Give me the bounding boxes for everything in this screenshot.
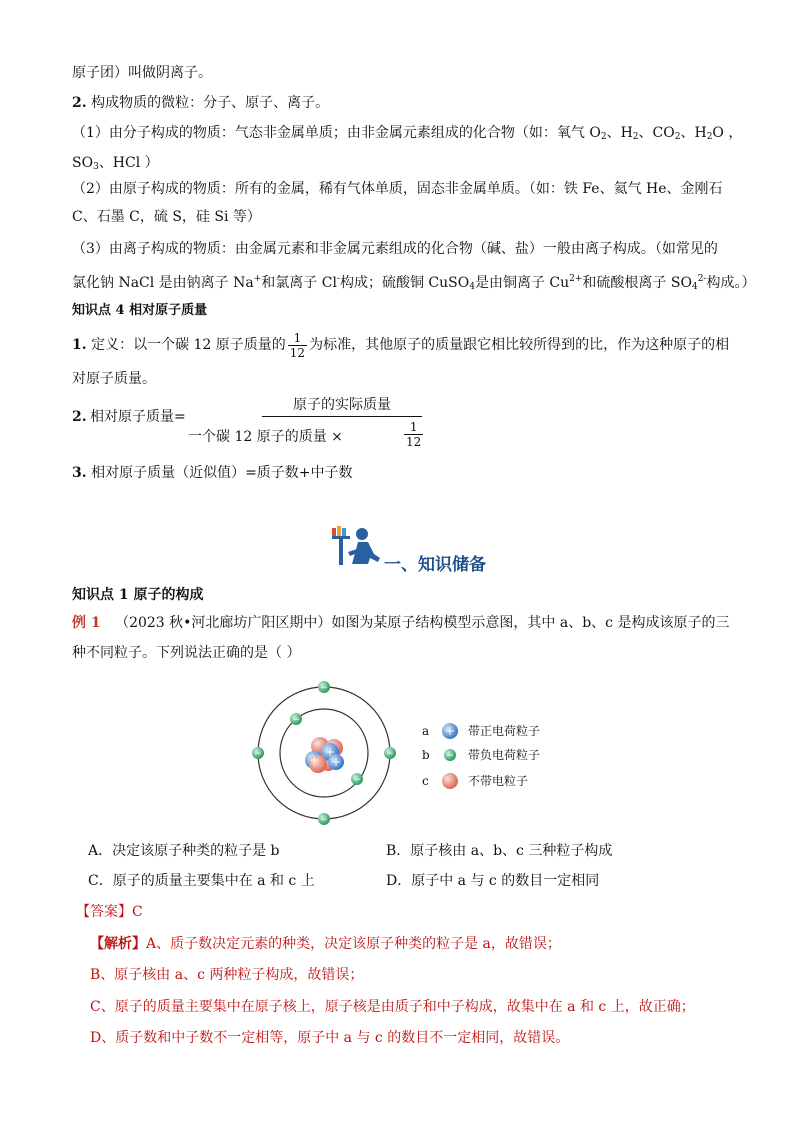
svg-text:+: + xyxy=(308,753,320,767)
superscript: - xyxy=(336,274,340,284)
section-title: 一、知识储备 xyxy=(384,555,486,575)
text-line xyxy=(72,178,732,200)
subscript: 2 xyxy=(706,132,713,142)
text-line xyxy=(72,268,756,298)
reading-person-icon xyxy=(330,524,382,566)
text: 是由铜离子 Cu xyxy=(474,275,570,291)
question-line xyxy=(72,612,732,634)
legend-letter-a: a xyxy=(422,724,430,738)
text: 构成物质的微粒：分子、原子、离子。 xyxy=(91,95,330,111)
analysis-text: A、质子数决定元素的种类，决定该原子种类的粒子是 a，故错误； xyxy=(146,936,561,952)
text-line xyxy=(72,122,743,148)
text: 相对原子质量= xyxy=(90,409,186,425)
superscript: + xyxy=(253,274,262,284)
example-tag: 例 1 xyxy=(72,615,101,631)
item-number: 2. xyxy=(72,95,87,111)
denominator: 12 xyxy=(289,345,306,360)
text: 构成。） xyxy=(706,275,756,291)
text-line xyxy=(72,62,732,84)
analysis-text: B、原子核由 a、c 两种粒子构成，故错误； xyxy=(90,967,364,983)
text: 定义：以一个碳 12 原子质量的 xyxy=(91,337,286,353)
text: 知识点 4 相对原子质量 xyxy=(72,303,208,318)
text: （2）由原子构成的物质：所有的金属，稀有气体单质，固态非金属单质。（如：铁 Fe、氦气 He、金刚石 xyxy=(72,181,723,197)
item-number: 2. xyxy=(72,409,87,425)
text-line xyxy=(72,152,732,178)
text: 、H xyxy=(606,125,633,141)
answer-text: 【答案】C xyxy=(76,904,143,920)
legend-letter-b: b xyxy=(422,748,430,762)
electron xyxy=(318,681,330,693)
legend-letter-c: c xyxy=(422,774,429,788)
text: 、HCl ） xyxy=(98,155,159,171)
superscript: 2- xyxy=(697,274,707,284)
text: 氯化钠 NaCl 是由钠离子 Na xyxy=(72,275,254,291)
option-d[interactable]: D．原子中 a 与 c 的数目一定相同 xyxy=(386,873,600,889)
formula-line xyxy=(72,397,732,452)
electron xyxy=(384,747,396,759)
text: 相对原子质量（近似值）=质子数+中子数 xyxy=(91,465,353,481)
text: O ， xyxy=(712,125,743,141)
neutron-swatch xyxy=(442,773,458,789)
text: （3）由离子构成的物质：由金属元素和非金属元素组成的化合物（碱、盐）一般由离子构成。（如常见的 xyxy=(72,241,718,257)
legend-label-a: 带正电荷粒子 xyxy=(468,724,541,738)
text-line xyxy=(72,238,732,260)
analysis-line xyxy=(90,964,750,986)
superscript: 2+ xyxy=(569,274,583,284)
electron xyxy=(252,747,264,759)
subscript: 2 xyxy=(632,132,639,142)
knowledge-heading xyxy=(72,584,732,606)
item-number: 3. xyxy=(72,465,87,481)
text: 知识点 1 原子的构成 xyxy=(72,587,204,603)
fraction xyxy=(404,420,423,449)
svg-text:+: + xyxy=(324,745,336,759)
analysis-text: D、质子数和中子数不一定相等，原子中 a 与 c 的数目不一定相同，故错误。 xyxy=(90,1030,570,1046)
text-line xyxy=(72,368,732,390)
option-b[interactable]: B．原子核由 a、b、c 三种粒子构成 xyxy=(386,843,613,859)
electron xyxy=(290,713,302,725)
text: 为标准，其他原子的质量跟它相比较所得到的比，作为这种原子的相 xyxy=(309,337,730,353)
formula-denominator: 一个碳 12 原子的质量 × xyxy=(188,429,343,445)
text-line xyxy=(72,206,732,228)
item-number: 1. xyxy=(72,337,87,353)
text: 构成；硫酸铜 CuSO xyxy=(339,275,470,291)
text-line xyxy=(72,92,732,114)
option-c[interactable]: C．原子的质量主要集中在 a 和 c 上 xyxy=(88,873,315,889)
svg-text:−: − xyxy=(320,815,328,825)
text: 原子团）叫做阴离子。 xyxy=(72,65,212,81)
legend-label-b: 带负电荷粒子 xyxy=(468,748,541,762)
text: （1）由分子构成的物质：气态非金属单质；由非金属元素组成的化合物（如：氧气 O xyxy=(72,125,601,141)
analysis-line xyxy=(90,933,750,955)
formula-numerator: 原子的实际质量 xyxy=(262,394,422,417)
answer xyxy=(76,901,736,923)
subscript: 2 xyxy=(674,132,681,142)
numerator: 1 xyxy=(404,420,423,435)
text: 和硫酸根离子 SO xyxy=(582,275,692,291)
svg-text:+: + xyxy=(330,755,342,769)
text: 对原子质量。 xyxy=(72,371,156,387)
svg-text:−: − xyxy=(254,749,262,759)
text: C、石墨 C，硫 S，硅 Si 等） xyxy=(72,209,261,225)
text: SO xyxy=(72,155,94,171)
option-a[interactable]: A．决定该原子种类的粒子是 b xyxy=(88,843,280,859)
subscript: 4 xyxy=(691,282,698,292)
nucleus xyxy=(305,737,344,773)
electron xyxy=(318,813,330,825)
atom-model-diagram xyxy=(244,676,544,826)
svg-text:−: − xyxy=(292,715,300,725)
analysis-line xyxy=(90,1027,750,1049)
legend xyxy=(422,723,540,789)
svg-text:−: − xyxy=(320,683,328,693)
subscript: 4 xyxy=(469,282,475,292)
question-text: 种不同粒子。下列说法正确的是（ ） xyxy=(72,645,301,661)
text-line xyxy=(72,330,732,360)
analysis-text: C、原子的质量主要集中在原子核上，原子核是由质子和中子构成，故集中在 a 和 c 上，故正确； xyxy=(90,999,695,1015)
legend-label-c: 不带电粒子 xyxy=(468,774,529,788)
text: 、CO xyxy=(638,125,675,141)
knowledge-heading xyxy=(72,300,732,322)
text: 、H xyxy=(680,125,707,141)
subscript: 3 xyxy=(93,162,99,172)
analysis-tag: 【解析】 xyxy=(90,936,146,952)
analysis-line xyxy=(90,996,750,1018)
svg-text:−: − xyxy=(446,751,454,761)
fraction xyxy=(288,331,307,360)
text-line xyxy=(72,462,732,484)
svg-text:−: − xyxy=(386,749,394,759)
electron xyxy=(351,773,363,785)
question-text: （2023 秋•河北廊坊广阳区期中）如图为某原子结构模型示意图，其中 a、b、c 是构成该原子的三 xyxy=(115,615,730,631)
question-line xyxy=(72,642,732,664)
subscript: 2 xyxy=(600,132,607,142)
numerator: 1 xyxy=(288,331,307,346)
denominator: 12 xyxy=(406,435,422,449)
text: 和氯离子 Cl xyxy=(261,275,337,291)
svg-text:+: + xyxy=(444,724,456,738)
svg-text:−: − xyxy=(353,775,361,785)
